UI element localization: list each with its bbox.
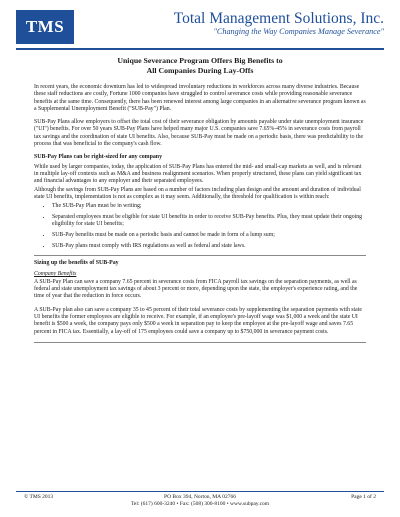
benefits-section bbox=[34, 255, 366, 343]
company-name: Total Management Solutions, Inc. bbox=[173, 10, 384, 27]
title-line-2: All Companies During Lay-Offs bbox=[146, 65, 254, 75]
company-tagline: "Changing the Way Companies Manage Severance" bbox=[213, 27, 384, 36]
subheading-company-benefits: Company Benefits bbox=[34, 271, 77, 278]
company-block bbox=[174, 10, 384, 37]
document-title bbox=[34, 56, 366, 75]
tms-logo: TMS bbox=[16, 10, 74, 44]
qualification-list bbox=[34, 203, 366, 250]
title-line-1: Unique Severance Program Offers Big Benefits to bbox=[117, 56, 283, 65]
paragraph-ui-savings: A SUB-Pay plan also can save a company 35 to 45 percent of their total severance costs by supplementing the separation payments with state UI benefits the former employees are eligible to receive. For example, if an employee's pre-layoff wage was $1,000 a week and the state UI benefit is $500 a week, the company pays only $500 a week in separation pay to keep the employee at the pre-layoff wage and saves 7.65 percent in FICA tax. Essentially, a lay-off of 175 employees could save a company up to $750,000 in severance payment costs. bbox=[34, 306, 362, 335]
document-body bbox=[34, 56, 366, 343]
footer-contact: Tel: (617) 600-3240 • Fax: (508) 300-8100 • www.subpay.com bbox=[130, 501, 270, 507]
footer-rule bbox=[16, 491, 384, 492]
paragraph-fica-savings: A SUB-Pay Plan can save a company 7.65 percent in severance costs from FICA payroll tax savings on the separation payments, as well as federal and state unemployment tax savings of about 3 percent or more, depending upon the state, the employer's experience rating, and the time of year that the reduction in force occurs. bbox=[34, 278, 358, 300]
paragraph-intro: In recent years, the economic downturn has led to widespread involuntary reductions in workforces across many diverse industries. Because these staff reductions are costly, Fortune 1000 companies have struggled to control severance costs while providing reasonable severance benefits at the same time. Consequently, there has been renewed interest among large companies in an alternative severance program known as a Supplemental Unemployment Benefit ("SUB-Pay") Plan. bbox=[34, 84, 366, 112]
section-heading-sizing: Sizing up the benefits of SUB-Pay bbox=[34, 260, 119, 267]
paragraph-sub-pay-overview: SUB-Pay Plans allow employers to offset the total cost of their severance obligation by amounts payable under state unemployment insurance ("UI") benefits. For over 50 years SUB-Pay Plans have helped many major U.S. companies save 7.65%-45% in severance costs from payroll tax savings and the coordination of state UI benefits. Also, because SUB-Pay must be made on a periodic basis, there was predictability to the process that was beneficial to the company's cash flow. bbox=[34, 119, 364, 148]
header-rule bbox=[16, 48, 384, 50]
list-item: • SUB-Pay benefits must be made on a periodic basis and cannot be made in form of a lump sum; bbox=[52, 232, 366, 239]
footer-copyright: © TMS 2013 bbox=[24, 494, 54, 500]
footer-address: PO Box 394, Norton, MA 02766 bbox=[164, 494, 236, 500]
paragraph-markets: While used by larger companies, today, the application of SUB-Pay Plans has entered the mid- and small-cap markets as well, and is relevant in multiple lay-off contexts such as M&A and business realignment scenarios. When properly structured, these plans can yield significant tax and financial advantages to any employer and their separated employees. bbox=[34, 163, 362, 185]
letterhead bbox=[16, 10, 384, 44]
list-item: • Separated employees must be eligible for state UI benefits in order to receive SUB-Pay benefits. Plus, they must update their ongoing eligibility for state UI benefits; bbox=[52, 214, 366, 229]
footer-center bbox=[24, 494, 376, 508]
section-heading-right-sized: SUB-Pay Plans can be right-sized for any company bbox=[34, 154, 163, 161]
list-item: • SUB-Pay plans must comply with IRS regulations as well as federal and state laws. bbox=[52, 243, 366, 250]
paragraph-qualification: Although the savings from SUB-Pay Plans are based on a number of factors including plan design and the amount and duration of individual state UI benefits, implementation is not as complex as it may seem. Additionally, the threshold for qualification is within reach: bbox=[34, 186, 361, 200]
footer-page-number: Page 1 of 2 bbox=[351, 494, 376, 500]
list-item: • The SUB-Pay Plan must be in writing; bbox=[52, 203, 366, 210]
